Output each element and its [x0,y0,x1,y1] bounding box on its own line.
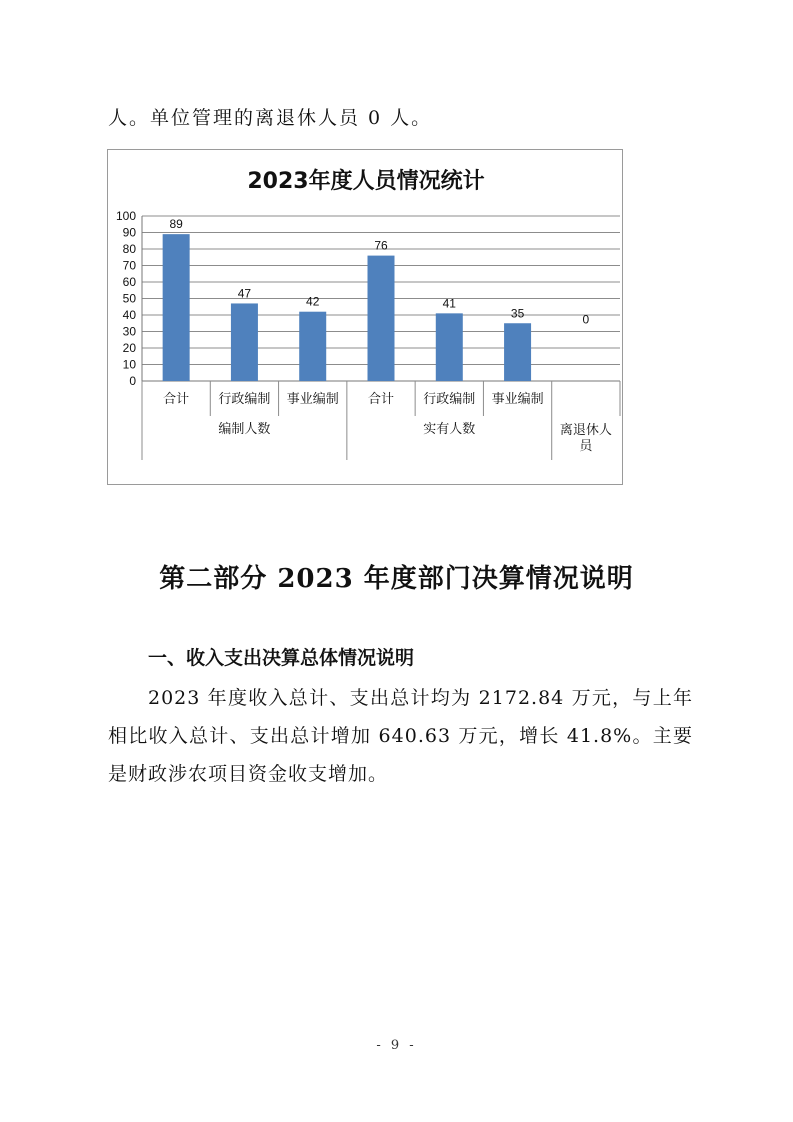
y-tick-label: 80 [122,242,136,256]
y-tick-label: 40 [122,308,136,322]
y-tick-label: 0 [129,374,136,388]
y-tick-label: 20 [122,341,136,355]
chart-title: 2023年度人员情况统计 [247,169,485,194]
section-title: 第二部分 2023 年度部门决算情况说明 [159,564,634,594]
category-label: 合计 [163,392,190,407]
data-label: 76 [374,238,388,253]
data-label: 35 [510,306,525,321]
category-label: 行政编制 [423,392,476,407]
bar [504,323,531,381]
y-tick-label: 10 [122,357,136,372]
y-tick-label: 90 [122,225,136,240]
category-label: 离退休人员 [559,423,612,454]
data-label: 47 [237,286,252,301]
category-label: 行政编制 [218,392,271,407]
data-label: 41 [442,296,456,311]
y-tick-label: 100 [115,209,136,223]
category-label: 事业编制 [286,392,339,407]
y-tick-label: 30 [122,324,136,339]
bar [231,303,258,381]
y-tick-label: 70 [122,258,136,273]
category-label: 合计 [367,392,395,407]
bar [299,312,326,381]
data-label: 42 [306,294,320,309]
subsection-title: 一、收入支出决算总体情况说明 [148,647,415,669]
group-label: 实有人数 [423,422,476,437]
intro-paragraph: 人。单位管理的离退休人员 0 人。 [108,107,433,129]
page-number: - 9 - [376,1038,417,1053]
bar [163,234,190,381]
y-tick-label: 50 [122,291,136,306]
group-label: 编制人数 [218,422,271,437]
staff-statistics-chart [107,149,623,485]
category-label: 事业编制 [491,392,544,407]
bar [368,256,395,381]
body-paragraph: 2023 年度收入总计、支出总计均为 2172.84 万元，与上年相比收入总计、支出总计增加 640.63 万元，增长 41.8%。主要是财政涉农项目资金收支增加。 [108,687,693,785]
data-label: 0 [582,312,590,327]
bar [436,313,463,381]
chart-canvas [108,150,624,486]
data-label: 89 [169,217,183,232]
y-tick-label: 60 [122,275,136,289]
